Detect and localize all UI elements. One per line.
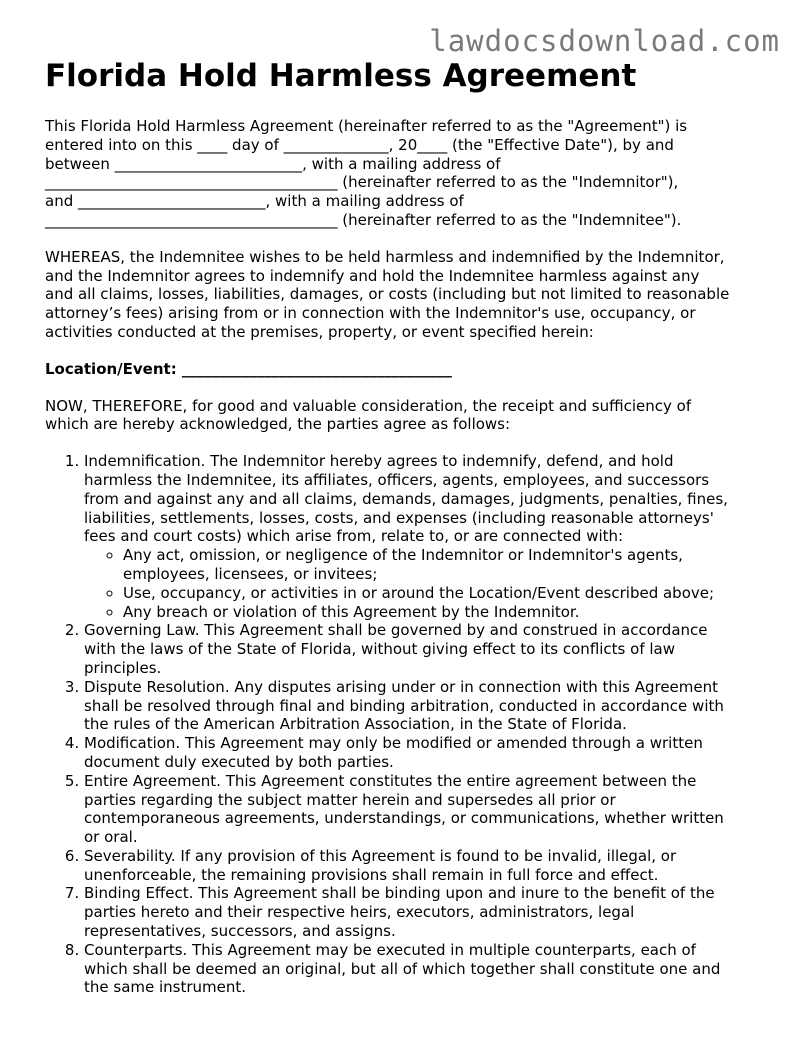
clause-line: the rules of the American Arbitration Association, in the State of Florida. (84, 715, 627, 734)
subitem-line: ◦ Use, occupancy, or activities in or around the Location/Event described above; (123, 583, 715, 602)
clause-line: parties hereto and their respective heirs, executors, administrators, legal (84, 903, 635, 922)
intro-line: and _________________________, with a mailing address of (45, 192, 464, 211)
clause-severability (84, 847, 761, 885)
clause-line: representatives, successors, and assigns. (84, 922, 396, 941)
clause-binding-effect (84, 884, 761, 940)
clause-line: 6. Severability. If any provision of this Agreement is found to be invalid, illegal, or (84, 846, 677, 865)
intro-line: between _________________________, with a mailing address of (45, 154, 501, 173)
clause-entire-agreement (84, 772, 761, 847)
intro-line: _______________________________________ (hereinafter referred to as the "Indemnitor"), (45, 173, 679, 192)
clause-line: 5. Entire Agreement. This Agreement constitutes the entire agreement between the (84, 771, 697, 790)
clause-line: parties regarding the subject matter herein and supersedes all prior or (84, 790, 616, 809)
subitem-line: ◦ Any act, omission, or negligence of the Indemnitor or Indemnitor's agents, (123, 546, 683, 565)
clause-modification (84, 734, 761, 772)
intro-line: entered into on this ____ day of ______________, 20____ (the "Effective Date"), by and (45, 135, 674, 154)
location-event-blank: ____________________________________ (181, 359, 452, 378)
whereas-line: and the Indemnitor agrees to indemnify and hold the Indemnitee harmless against any (45, 266, 700, 285)
clause-line: 3. Dispute Resolution. Any disputes arising under or in connection with this Agreement (84, 677, 718, 696)
whereas-paragraph (45, 248, 761, 342)
clause-line: or oral. (84, 828, 138, 847)
location-event-field (45, 360, 761, 379)
intro-paragraph (45, 117, 761, 230)
clause-line: 8. Counterparts. This Agreement may be executed in multiple counterparts, each of (84, 940, 696, 959)
clause-line: liabilities, settlements, losses, costs, and expenses (including reasonable attorneys' (84, 508, 714, 527)
clause-line: which shall be deemed an original, but all of which together shall constitute one and (84, 959, 721, 978)
clause-line: 1. Indemnification. The Indemnitor hereby agrees to indemnify, defend, and hold (84, 452, 674, 471)
whereas-line: activities conducted at the premises, property, or event specified herein: (45, 322, 594, 341)
subitem-act-omission (123, 546, 761, 584)
subitem-breach (123, 603, 761, 622)
clause-line: with the laws of the State of Florida, without giving effect to its conflicts of law (84, 640, 675, 659)
whereas-line: attorney’s fees) arising from or in connection with the Indemnitor's use, occupancy, or (45, 304, 696, 323)
clause-governing-law (84, 621, 761, 677)
clause-line: shall be resolved through final and binding arbitration, conducted in accordance with (84, 696, 724, 715)
whereas-line: WHEREAS, the Indemnitee wishes to be held harmless and indemnified by the Indemnitor, (45, 247, 725, 266)
intro-line: This Florida Hold Harmless Agreement (hereinafter referred to as the "Agreement") is (45, 117, 688, 135)
watermark: lawdocsdownload.com (429, 24, 780, 58)
clause-indemnification (84, 452, 761, 621)
clause-counterparts (84, 941, 761, 997)
now-line: NOW, THEREFORE, for good and valuable consideration, the receipt and sufficiency of (45, 396, 692, 415)
indemnification-subitems (84, 546, 761, 621)
clause-line: principles. (84, 658, 162, 677)
whereas-line: and all claims, losses, liabilities, damages, or costs (including but not limited to reasonable (45, 285, 730, 304)
clause-line: contemporaneous agreements, understandings, or communications, whether written (84, 809, 724, 828)
clause-line: 4. Modification. This Agreement may only be modified or amended through a written (84, 734, 703, 753)
document-body (45, 117, 761, 997)
subitem-use-occupancy (123, 584, 761, 603)
clause-line: harmless the Indemnitee, its affiliates, officers, agents, employees, and successors (84, 470, 710, 489)
clause-line: document duly executed by both parties. (84, 752, 394, 771)
subitem-line: employees, licensees, or invitees; (123, 564, 378, 583)
subitem-line: ◦ Any breach or violation of this Agreement by the Indemnitor. (123, 602, 580, 621)
page-title: Florida Hold Harmless Agreement (45, 58, 637, 94)
location-event-label: Location/Event: (45, 359, 182, 378)
intro-line: _______________________________________ (hereinafter referred to as the "Indemnitee"). (45, 210, 682, 229)
clause-line: 7. Binding Effect. This Agreement shall be binding upon and inure to the benefit of the (84, 884, 715, 903)
clauses-list (45, 452, 761, 997)
clause-line: fees and court costs) which arise from, relate to, or are connected with: (84, 527, 624, 546)
now-therefore-paragraph (45, 397, 761, 435)
clause-line: the same instrument. (84, 978, 247, 997)
clause-line: unenforceable, the remaining provisions shall remain in full force and effect. (84, 865, 659, 884)
clause-line: 2. Governing Law. This Agreement shall be governed by and construed in accordance (84, 621, 708, 640)
now-line: which are hereby acknowledged, the parties agree as follows: (45, 415, 511, 434)
clause-dispute-resolution (84, 678, 761, 734)
clause-line: from and against any and all claims, demands, damages, judgments, penalties, fines, (84, 489, 728, 508)
